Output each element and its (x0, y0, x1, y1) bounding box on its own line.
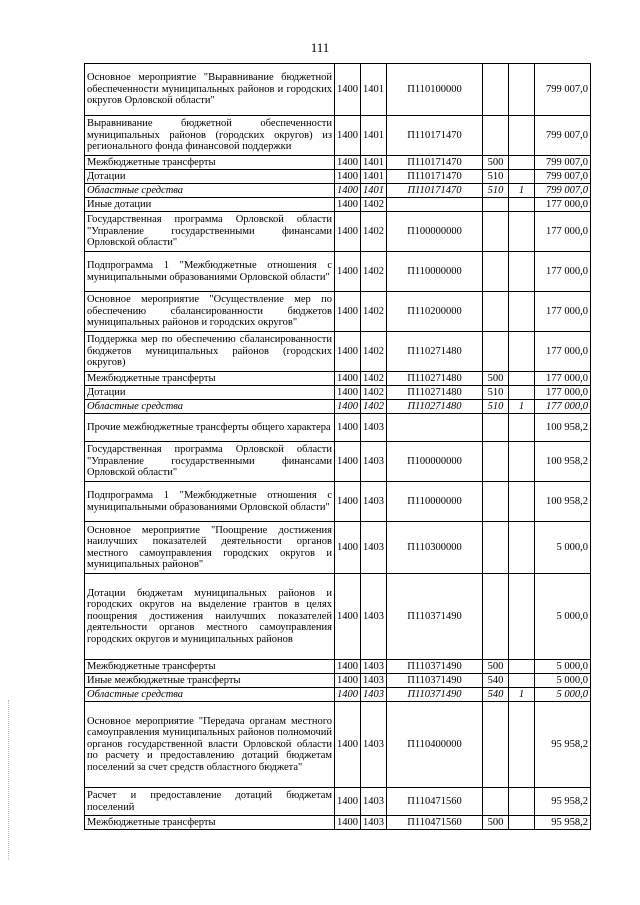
row-name-cell: Межбюджетные трансферты (85, 156, 335, 170)
amount-cell: 177 000,0 (535, 386, 591, 400)
table-row (85, 788, 591, 816)
target-article-cell: П100000000 (387, 442, 483, 482)
funding-source-cell (509, 332, 535, 372)
funding-source-cell (509, 198, 535, 212)
subsection-code-cell: 1402 (361, 212, 387, 252)
section-code-cell: 1400 (335, 414, 361, 442)
amount-cell: 95 958,2 (535, 788, 591, 816)
row-name-cell: Подпрограмма 1 "Межбюджетные отношения с муниципальными образованиями Орловской области" (85, 252, 335, 292)
funding-source-cell (509, 212, 535, 252)
subsection-code-cell: 1403 (361, 674, 387, 688)
table-row (85, 252, 591, 292)
section-code-cell: 1400 (335, 574, 361, 660)
row-name-cell: Выравнивание бюджетной обеспеченности муниципальных районов (городских округов) из регионального фонда финансовой поддержки (85, 116, 335, 156)
table-row (85, 386, 591, 400)
target-article-cell: П110171470 (387, 184, 483, 198)
funding-source-cell: 1 (509, 400, 535, 414)
table-row (85, 702, 591, 788)
funding-source-cell (509, 372, 535, 386)
amount-cell: 100 958,2 (535, 482, 591, 522)
table-row (85, 332, 591, 372)
funding-source-cell (509, 660, 535, 674)
subsection-code-cell: 1403 (361, 522, 387, 574)
amount-cell: 100 958,2 (535, 442, 591, 482)
amount-cell: 5 000,0 (535, 660, 591, 674)
section-code-cell: 1400 (335, 116, 361, 156)
funding-source-cell (509, 482, 535, 522)
row-name-cell: Областные средства (85, 184, 335, 198)
budget-table (84, 63, 591, 830)
target-article-cell: П110000000 (387, 482, 483, 522)
subsection-code-cell: 1401 (361, 170, 387, 184)
section-code-cell: 1400 (335, 702, 361, 788)
section-code-cell: 1400 (335, 212, 361, 252)
amount-cell: 799 007,0 (535, 116, 591, 156)
funding-source-cell (509, 788, 535, 816)
subsection-code-cell: 1402 (361, 292, 387, 332)
section-code-cell: 1400 (335, 64, 361, 116)
target-article-cell (387, 198, 483, 212)
amount-cell: 5 000,0 (535, 688, 591, 702)
subsection-code-cell: 1403 (361, 482, 387, 522)
section-code-cell: 1400 (335, 170, 361, 184)
subsection-code-cell: 1403 (361, 816, 387, 830)
expense-type-cell (483, 522, 509, 574)
amount-cell: 95 958,2 (535, 816, 591, 830)
funding-source-cell (509, 522, 535, 574)
row-name-cell: Иные межбюджетные трансферты (85, 674, 335, 688)
row-name-cell: Межбюджетные трансферты (85, 660, 335, 674)
section-code-cell: 1400 (335, 372, 361, 386)
funding-source-cell (509, 702, 535, 788)
table-row (85, 522, 591, 574)
expense-type-cell (483, 702, 509, 788)
funding-source-cell (509, 156, 535, 170)
expense-type-cell: 540 (483, 688, 509, 702)
subsection-code-cell: 1403 (361, 660, 387, 674)
subsection-code-cell: 1403 (361, 788, 387, 816)
section-code-cell: 1400 (335, 156, 361, 170)
section-code-cell: 1400 (335, 688, 361, 702)
section-code-cell: 1400 (335, 522, 361, 574)
subsection-code-cell: 1402 (361, 400, 387, 414)
section-code-cell: 1400 (335, 400, 361, 414)
target-article-cell: П110171470 (387, 170, 483, 184)
target-article-cell: П110271480 (387, 332, 483, 372)
target-article-cell: П100000000 (387, 212, 483, 252)
target-article-cell: П110371490 (387, 674, 483, 688)
table-row (85, 170, 591, 184)
funding-source-cell (509, 442, 535, 482)
section-code-cell: 1400 (335, 386, 361, 400)
table-row (85, 292, 591, 332)
table-row (85, 198, 591, 212)
subsection-code-cell: 1401 (361, 116, 387, 156)
amount-cell: 177 000,0 (535, 198, 591, 212)
subsection-code-cell: 1402 (361, 198, 387, 212)
table-row (85, 674, 591, 688)
table-row (85, 184, 591, 198)
target-article-cell: П110271480 (387, 400, 483, 414)
funding-source-cell: 1 (509, 688, 535, 702)
row-name-cell: Основное мероприятие "Выравнивание бюджетной обеспеченности муниципальных районов и городских округов Орловской области" (85, 64, 335, 116)
section-code-cell: 1400 (335, 660, 361, 674)
row-name-cell: Государственная программа Орловской области "Управление государственными финансами Орловской области" (85, 212, 335, 252)
funding-source-cell (509, 674, 535, 688)
funding-source-cell: 1 (509, 184, 535, 198)
expense-type-cell (483, 332, 509, 372)
target-article-cell: П110400000 (387, 702, 483, 788)
page-number: 111 (310, 40, 330, 55)
section-code-cell: 1400 (335, 442, 361, 482)
expense-type-cell: 500 (483, 156, 509, 170)
row-name-cell: Государственная программа Орловской области "Управление государственными финансами Орловской области" (85, 442, 335, 482)
subsection-code-cell: 1401 (361, 184, 387, 198)
amount-cell: 5 000,0 (535, 674, 591, 688)
funding-source-cell (509, 170, 535, 184)
target-article-cell: П110200000 (387, 292, 483, 332)
section-code-cell: 1400 (335, 816, 361, 830)
expense-type-cell (483, 198, 509, 212)
subsection-code-cell: 1403 (361, 442, 387, 482)
expense-type-cell (483, 212, 509, 252)
target-article-cell: П110000000 (387, 252, 483, 292)
subsection-code-cell: 1402 (361, 372, 387, 386)
row-name-cell: Дотации (85, 170, 335, 184)
row-name-cell: Основное мероприятие "Поощрение достижения наилучших показателей деятельности органов местного самоуправления городских округов и муниципальных районов" (85, 522, 335, 574)
section-code-cell: 1400 (335, 674, 361, 688)
target-article-cell: П110300000 (387, 522, 483, 574)
target-article-cell: П110171470 (387, 156, 483, 170)
expense-type-cell (483, 414, 509, 442)
table-row (85, 116, 591, 156)
target-article-cell: П110371490 (387, 688, 483, 702)
expense-type-cell: 500 (483, 660, 509, 674)
amount-cell: 5 000,0 (535, 522, 591, 574)
expense-type-cell (483, 64, 509, 116)
target-article-cell: П110371490 (387, 574, 483, 660)
table-row (85, 64, 591, 116)
subsection-code-cell: 1402 (361, 252, 387, 292)
row-name-cell: Дотации (85, 386, 335, 400)
amount-cell: 177 000,0 (535, 400, 591, 414)
target-article-cell: П110271480 (387, 372, 483, 386)
section-code-cell: 1400 (335, 482, 361, 522)
amount-cell: 177 000,0 (535, 292, 591, 332)
row-name-cell: Областные средства (85, 688, 335, 702)
funding-source-cell (509, 252, 535, 292)
expense-type-cell (483, 116, 509, 156)
amount-cell: 177 000,0 (535, 212, 591, 252)
row-name-cell: Межбюджетные трансферты (85, 372, 335, 386)
expense-type-cell: 500 (483, 372, 509, 386)
subsection-code-cell: 1403 (361, 702, 387, 788)
expense-type-cell: 510 (483, 170, 509, 184)
amount-cell: 799 007,0 (535, 64, 591, 116)
amount-cell: 177 000,0 (535, 332, 591, 372)
section-code-cell: 1400 (335, 252, 361, 292)
expense-type-cell (483, 482, 509, 522)
expense-type-cell (483, 788, 509, 816)
expense-type-cell (483, 292, 509, 332)
amount-cell: 799 007,0 (535, 184, 591, 198)
table-row (85, 156, 591, 170)
row-name-cell: Иные дотации (85, 198, 335, 212)
table-row (85, 482, 591, 522)
table-row (85, 442, 591, 482)
subsection-code-cell: 1402 (361, 332, 387, 372)
amount-cell: 95 958,2 (535, 702, 591, 788)
expense-type-cell (483, 252, 509, 292)
section-code-cell: 1400 (335, 788, 361, 816)
row-name-cell: Областные средства (85, 400, 335, 414)
subsection-code-cell: 1403 (361, 414, 387, 442)
row-name-cell: Основное мероприятие "Передача органам местного самоуправления муниципальных районов полномочий органов государственной власти Орловской области по расчету и предоставлению дотаций бюджетам поселений за счет средств областного бюджета" (85, 702, 335, 788)
target-article-cell: П110371490 (387, 660, 483, 674)
section-code-cell: 1400 (335, 332, 361, 372)
table-row (85, 688, 591, 702)
table-row (85, 660, 591, 674)
subsection-code-cell: 1403 (361, 574, 387, 660)
row-name-cell: Межбюджетные трансферты (85, 816, 335, 830)
funding-source-cell (509, 64, 535, 116)
amount-cell: 177 000,0 (535, 372, 591, 386)
amount-cell: 100 958,2 (535, 414, 591, 442)
expense-type-cell (483, 574, 509, 660)
section-code-cell: 1400 (335, 292, 361, 332)
target-article-cell: П110171470 (387, 116, 483, 156)
target-article-cell: П110100000 (387, 64, 483, 116)
amount-cell: 5 000,0 (535, 574, 591, 660)
amount-cell: 799 007,0 (535, 156, 591, 170)
table-row (85, 372, 591, 386)
row-name-cell: Поддержка мер по обеспечению сбалансированности бюджетов муниципальных районов (городских округов) (85, 332, 335, 372)
amount-cell: 177 000,0 (535, 252, 591, 292)
subsection-code-cell: 1403 (361, 688, 387, 702)
row-name-cell: Подпрограмма 1 "Межбюджетные отношения с муниципальными образованиями Орловской области" (85, 482, 335, 522)
table-row (85, 414, 591, 442)
funding-source-cell (509, 116, 535, 156)
section-code-cell: 1400 (335, 198, 361, 212)
funding-source-cell (509, 574, 535, 660)
row-name-cell: Основное мероприятие "Осуществление мер по обеспечению сбалансированности бюджетов муниципальных районов и городских округов" (85, 292, 335, 332)
margin-marks (8, 700, 11, 860)
section-code-cell: 1400 (335, 184, 361, 198)
expense-type-cell: 510 (483, 400, 509, 414)
expense-type-cell (483, 442, 509, 482)
funding-source-cell (509, 414, 535, 442)
expense-type-cell: 510 (483, 386, 509, 400)
funding-source-cell (509, 292, 535, 332)
target-article-cell: П110471560 (387, 788, 483, 816)
subsection-code-cell: 1401 (361, 156, 387, 170)
funding-source-cell (509, 386, 535, 400)
subsection-code-cell: 1401 (361, 64, 387, 116)
target-article-cell: П110471560 (387, 816, 483, 830)
table-row (85, 212, 591, 252)
target-article-cell (387, 414, 483, 442)
amount-cell: 799 007,0 (535, 170, 591, 184)
target-article-cell: П110271480 (387, 386, 483, 400)
budget-table-body (85, 64, 591, 830)
expense-type-cell: 540 (483, 674, 509, 688)
subsection-code-cell: 1402 (361, 386, 387, 400)
table-row (85, 816, 591, 830)
expense-type-cell: 500 (483, 816, 509, 830)
row-name-cell: Прочие межбюджетные трансферты общего характера (85, 414, 335, 442)
table-row (85, 400, 591, 414)
funding-source-cell (509, 816, 535, 830)
row-name-cell: Дотации бюджетам муниципальных районов и городских округов на выделение грантов в целях поощрения достижения наилучших показателей деятельности органов местного самоуправления городских округов и муниципальных районов (85, 574, 335, 660)
expense-type-cell: 510 (483, 184, 509, 198)
row-name-cell: Расчет и предоставление дотаций бюджетам поселений (85, 788, 335, 816)
table-row (85, 574, 591, 660)
